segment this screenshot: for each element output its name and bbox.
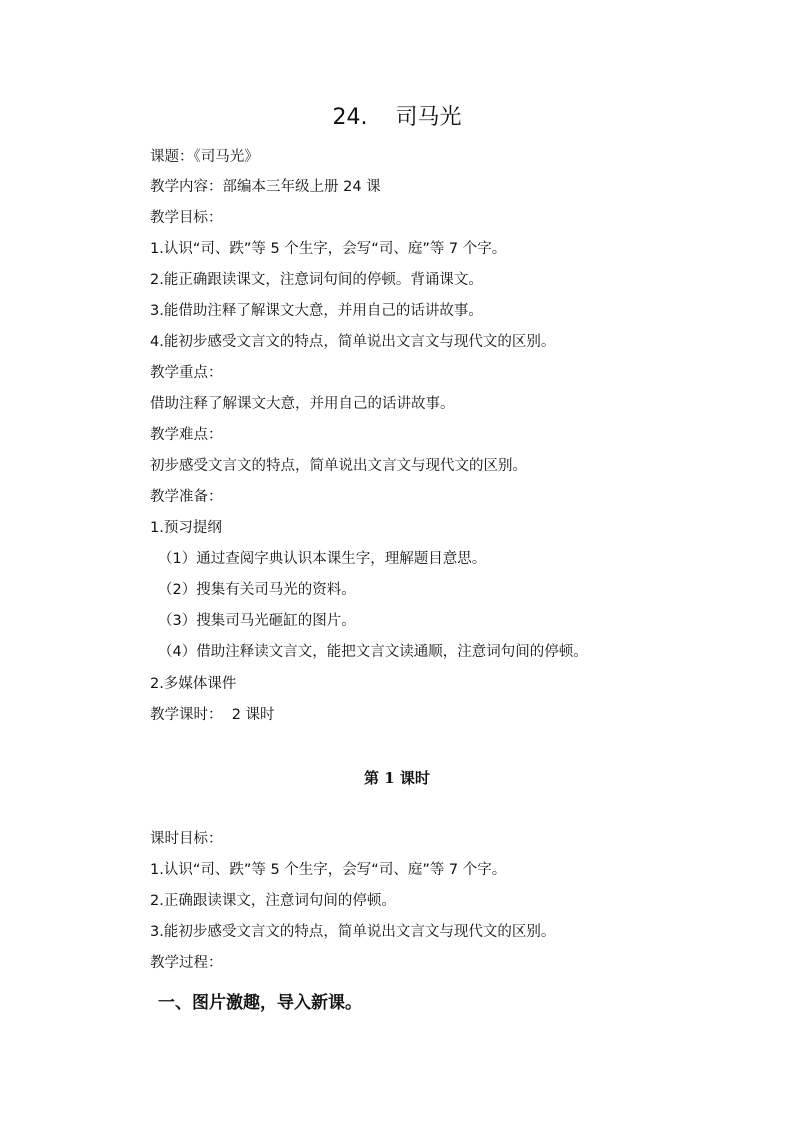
goal-item-2: 2.能正确跟读课文，注意词句间的停顿。背诵课文。 (150, 272, 483, 288)
lesson-goal-1: 1.认识“司、跌”等 5 个生字，会写“司、庭”等 7 个字。 (150, 862, 507, 878)
document-title: 24. 司马光 (332, 105, 462, 130)
teaching-process-label: 教学过程： (150, 955, 223, 971)
difficulties-text: 初步感受文言文的特点，简单说出文言文与现代文的区别。 (150, 458, 527, 474)
preparation-subitem-2: （2）搜集有关司马光的资料。 (158, 582, 356, 598)
teaching-goals-label: 教学目标： (150, 210, 223, 226)
lesson-1-heading: 第 1 课时 (364, 769, 430, 787)
class-hours: 教学课时： 2 课时 (150, 707, 275, 723)
lesson-goal-2: 2.正确跟读课文，注意词句间的停顿。 (150, 893, 396, 909)
preparation-label: 教学准备： (150, 489, 223, 505)
key-points-label: 教学重点： (150, 365, 223, 381)
preparation-subitem-4: （4）借助注释读文言文，能把文言文读通顺，注意词句间的停顿。 (158, 644, 588, 660)
lesson-goals-label: 课时目标： (150, 831, 223, 847)
key-points-text: 借助注释了解课文大意，并用自己的话讲故事。 (150, 396, 455, 412)
goal-item-1: 1.认识“司、跌”等 5 个生字，会写“司、庭”等 7 个字。 (150, 241, 507, 257)
preparation-item-1: 1.预习提纲 (150, 520, 222, 536)
preparation-item-2: 2.多媒体课件 (150, 676, 237, 692)
goal-item-3: 3.能借助注释了解课文大意，并用自己的话讲故事。 (150, 303, 483, 319)
difficulties-label: 教学难点： (150, 427, 223, 443)
lesson-goal-3: 3.能初步感受文言文的特点，简单说出文言文与现代文的区别。 (150, 924, 556, 940)
teaching-content: 教学内容：部编本三年级上册 24 课 (150, 179, 381, 195)
lesson-topic: 课题：《司马光》 (150, 149, 259, 165)
preparation-subitem-1: （1）通过查阅字典认识本课生字，理解题目意思。 (158, 551, 487, 567)
section-heading-1: 一、图片激趣，导入新课。 (158, 993, 362, 1013)
preparation-subitem-3: （3）搜集司马光砸缸的图片。 (158, 613, 356, 629)
goal-item-4: 4.能初步感受文言文的特点，简单说出文言文与现代文的区别。 (150, 334, 556, 350)
